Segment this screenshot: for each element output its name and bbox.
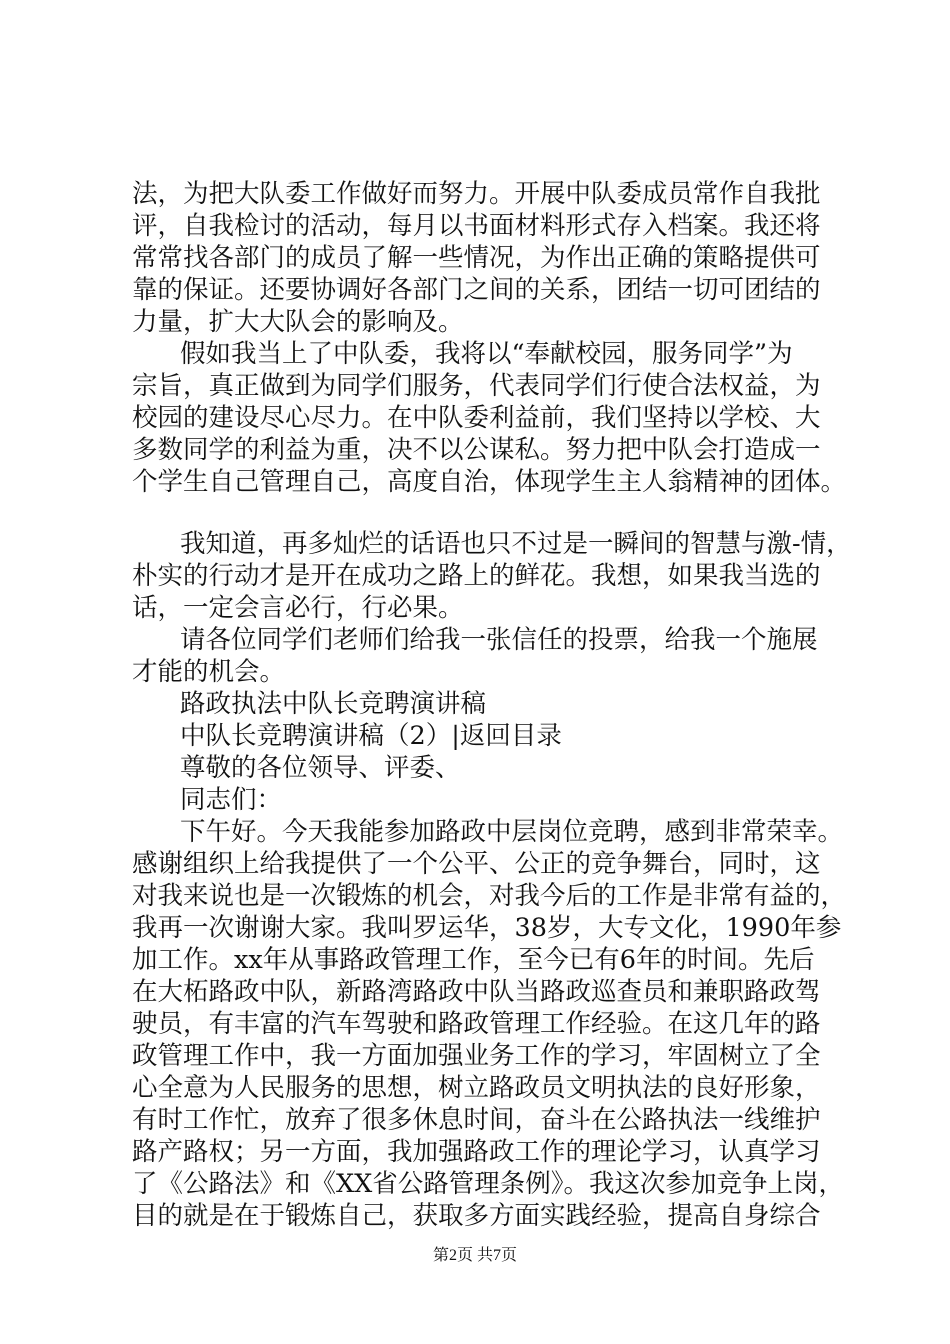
text-line: 话，一定会言必行，行必果。 xyxy=(132,593,464,623)
text-line: 目的就是在于锻炼自己，获取多方面实践经验，提高自身综合 xyxy=(132,1201,821,1231)
text-line: 朴实的行动才是开在成功之路上的鲜花。我想，如果我当选的 xyxy=(132,561,821,591)
text-line: 宗旨，真正做到为同学们服务，代表同学们行使合法权益，为 xyxy=(132,371,821,401)
page-number-footer: 第2页 共7页 xyxy=(432,1247,517,1264)
salutation-line: 尊敬的各位领导、评委、 xyxy=(180,753,461,783)
text-line: 在大柘路政中队，新路湾路政中队当路政巡查员和兼职路政驾 xyxy=(132,977,821,1007)
text-line: 个学生自己管理自己，高度自治，体现学生主人翁精神的团体。 xyxy=(132,467,847,497)
salutation-line: 同志们： xyxy=(180,785,283,815)
text-line: 路产路权；另一方面，我加强路政工作的理论学习，认真学习 xyxy=(132,1137,821,1167)
text-line: 评，自我检讨的活动，每月以书面材料形式存入档案。我还将 xyxy=(132,211,821,241)
text-line: 加工作。xx年从事路政管理工作，至今已有6年的时间。先后 xyxy=(132,945,815,975)
text-line: 驶员，有丰富的汽车驾驶和路政管理工作经验。在这几年的路 xyxy=(132,1009,821,1039)
paragraph-start-line: 下午好。今天我能参加路政中层岗位竞聘，感到非常荣幸。 xyxy=(180,817,844,847)
paragraph-start-line: 我知道，再多灿烂的话语也只不过是一瞬间的智慧与激-情， xyxy=(180,529,852,559)
paragraph-start-line: 请各位同学们老师们给我一张信任的投票，给我一个施展 xyxy=(180,625,818,655)
text-line: 靠的保证。还要协调好各部门之间的关系，团结一切可团结的 xyxy=(132,275,821,305)
text-line: 才能的机会。 xyxy=(132,657,286,687)
text-line: 心全意为人民服务的思想，树立路政员文明执法的良好形象， xyxy=(132,1073,821,1103)
text-line: 政管理工作中，我一方面加强业务工作的学习，牢固树立了全 xyxy=(132,1041,821,1071)
text-line: 校园的建设尽心尽力。在中队委利益前，我们坚持以学校、大 xyxy=(132,403,821,433)
text-line: 对我来说也是一次锻炼的机会，对我今后的工作是非常有益的， xyxy=(132,881,847,911)
text-line: 法，为把大队委工作做好而努力。开展中队委成员常作自我批 xyxy=(132,179,821,209)
paragraph-start-line: 假如我当上了中队委，我将以“奉献校园，服务同学”为 xyxy=(180,339,793,369)
text-line: 多数同学的利益为重，决不以公谋私。努力把中队会打造成一 xyxy=(132,435,821,465)
text-line: 力量，扩大大队会的影响及。 xyxy=(132,307,464,337)
speech-title: 路政执法中队长竞聘演讲稿 xyxy=(180,689,487,719)
text-line: 有时工作忙，放弃了很多休息时间，奋斗在公路执法一线维护 xyxy=(132,1105,821,1135)
text-line: 我再一次谢谢大家。我叫罗运华，38岁，大专文化，1990年参 xyxy=(132,913,842,943)
text-line: 了《公路法》和《XX省公路管理条例》。我这次参加竞争上岗， xyxy=(132,1169,845,1199)
text-line: 感谢组织上给我提供了一个公平、公正的竞争舞台，同时，这 xyxy=(132,849,821,879)
return-to-contents-link[interactable]: 中队长竞聘演讲稿（2）|返回目录 xyxy=(180,721,562,751)
text-line: 常常找各部门的成员了解一些情况，为作出正确的策略提供可 xyxy=(132,243,821,273)
